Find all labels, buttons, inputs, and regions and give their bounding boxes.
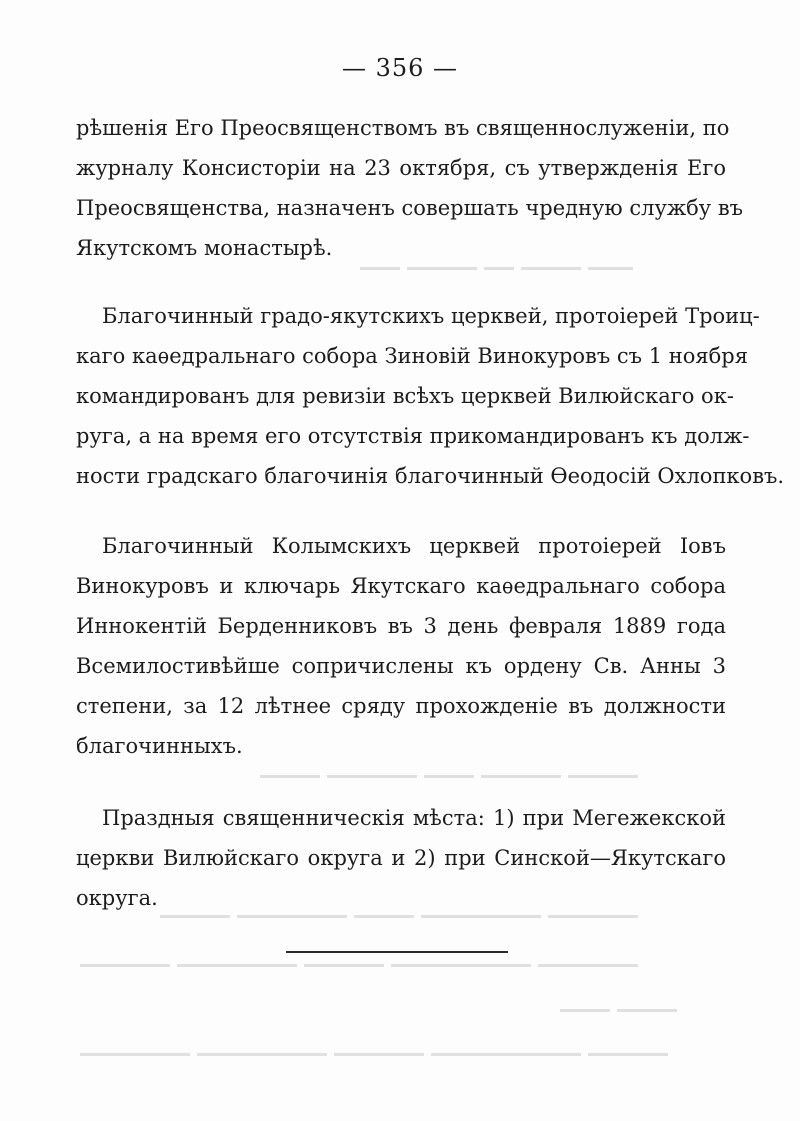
- text-line: церкви Вилюйскаго округа и 2) при Синской—Якутскаго: [76, 846, 726, 870]
- text-line: каго каѳедральнаго собора Зиновій Винокуровъ съ 1 ноября: [76, 344, 748, 368]
- text-line: Всемилостивѣйше сопричислены къ ордену Св. Анны 3: [76, 654, 726, 678]
- text-line: Благочинный Колымскихъ церквей протоіерей Іовъ: [102, 534, 726, 558]
- bleed-through-marks: [260, 766, 720, 786]
- bleed-through-marks: [80, 1044, 720, 1064]
- text-line: Иннокентій Берденниковъ въ 3 день февраля 1889 года: [76, 614, 726, 638]
- text-line: ности градскаго благочинія благочинный Ѳеодосій Охлопковъ.: [76, 464, 785, 488]
- bleed-through-marks: [80, 955, 720, 975]
- text-line: округа.: [76, 886, 158, 910]
- text-line: Якутскомъ монастырѣ.: [76, 236, 333, 260]
- footnote-divider: [286, 951, 508, 953]
- bleed-through-marks: [560, 1000, 720, 1020]
- text-line: Преосвященства, назначенъ совершать чредную службу въ: [76, 196, 744, 220]
- text-line: журналу Консисторіи на 23 октября, съ утвержденія Его: [76, 156, 726, 180]
- text-line: командированъ для ревизіи всѣхъ церквей Вилюйскаго ок-: [76, 384, 734, 408]
- text-line: благочинныхъ.: [76, 734, 243, 758]
- paragraph-4: [76, 798, 726, 918]
- bleed-through-marks: [160, 906, 720, 926]
- text-line: степени, за 12 лѣтнее сряду прохожденіе въ должности: [76, 694, 726, 718]
- text-line: Благочинный градо-якутскихъ церквей, протоіерей Троиц-: [102, 304, 760, 328]
- text-line: рѣшенія Его Преосвященствомъ въ священнослуженіи, по: [76, 116, 730, 140]
- paragraph-2: [76, 296, 785, 496]
- text-line: руга, а на время его отсутствія прикомандированъ къ долж-: [76, 424, 750, 448]
- page-number: — 356 —: [341, 54, 459, 82]
- text-line: Праздныя священническія мѣста: 1) при Мегежекской: [102, 806, 726, 830]
- text-line: Винокуровъ и ключарь Якутскаго каѳедральнаго собора: [76, 574, 726, 598]
- bleed-through-marks: [360, 258, 720, 278]
- paragraph-3: [76, 526, 726, 766]
- paragraph-1: [76, 108, 744, 268]
